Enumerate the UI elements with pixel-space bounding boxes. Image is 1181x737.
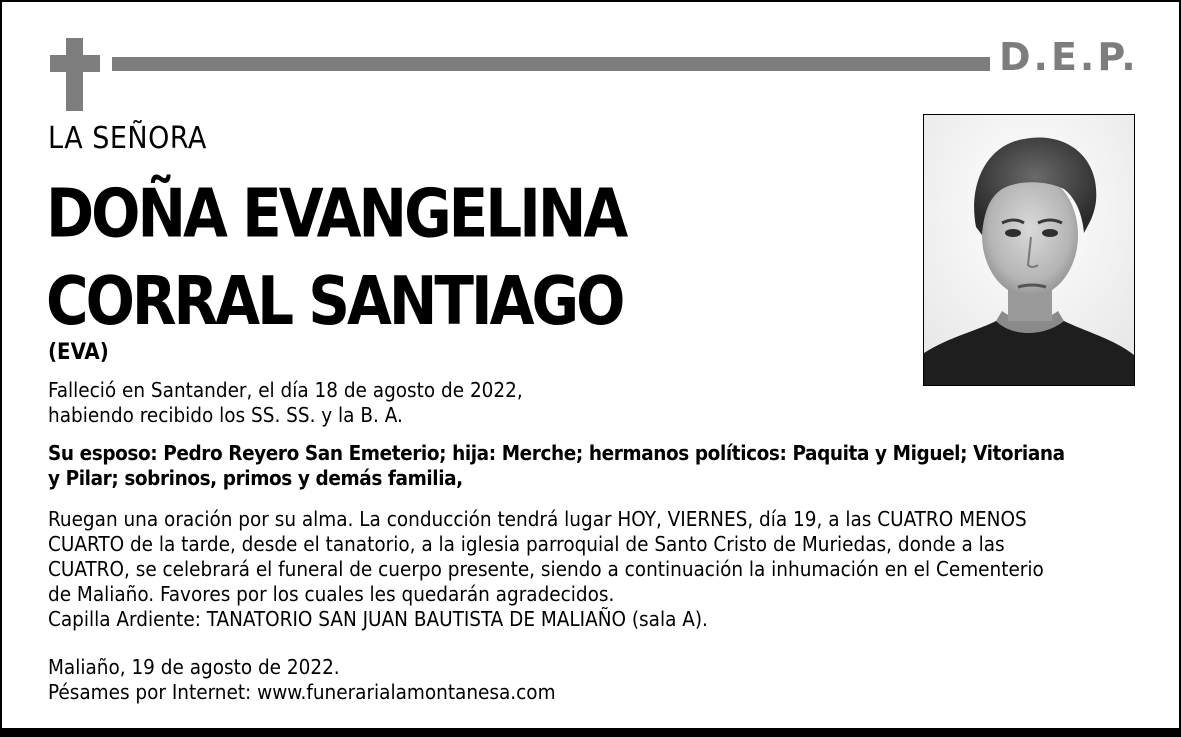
death-notice	[48, 378, 523, 428]
portrait-photo	[923, 114, 1135, 386]
ceremony-line: Ruegan una oración por su alma. La conducción tendrá lugar HOY, VIERNES, día 19, a las CUATRO MENOS	[48, 507, 1027, 531]
honorific: LA SEÑORA	[48, 121, 207, 156]
deceased-name	[46, 170, 625, 345]
place-date: Maliaño, 19 de agosto de 2022.	[48, 655, 340, 679]
name-line-1: DOÑA EVANGELINA	[46, 174, 626, 253]
nickname: (EVA)	[48, 340, 109, 365]
ceremony-line: Capilla Ardiente: TANATORIO SAN JUAN BAUTISTA DE MALIAÑO (sala A).	[48, 607, 708, 631]
death-line: Falleció en Santander, el día 18 de agosto de 2022,	[48, 378, 523, 402]
condolences-link[interactable]: Pésames por Internet: www.funerarialamontanesa.com	[48, 680, 556, 704]
death-line: habiendo recibido los SS. SS. y la B. A.	[48, 403, 403, 427]
family-line: Su esposo: Pedro Reyero San Emeterio; hija: Merche; hermanos políticos: Paquita y Miguel; Vitoriana	[48, 441, 1065, 465]
family-line: y Pilar; sobrinos, primos y demás familia,	[48, 466, 463, 490]
ceremony-line: de Maliaño. Favores por los cuales les quedarán agradecidos.	[48, 582, 615, 606]
dep-label: D.E.P.	[999, 35, 1139, 79]
bottom-border	[2, 728, 1179, 737]
ceremony-line: CUARTO de la tarde, desde el tanatorio, a la iglesia parroquial de Santo Cristo de Muriedas, donde a las	[48, 532, 1005, 556]
ceremony-details	[48, 507, 1044, 632]
name-line-2: CORRAL SANTIAGO	[46, 262, 623, 341]
header-rule	[112, 57, 990, 71]
family-list	[48, 441, 1065, 491]
ceremony-line: CUATRO, se celebrará el funeral de cuerpo presente, siendo a continuación la inhumación en el Cementerio	[48, 557, 1044, 581]
footer	[48, 655, 556, 705]
